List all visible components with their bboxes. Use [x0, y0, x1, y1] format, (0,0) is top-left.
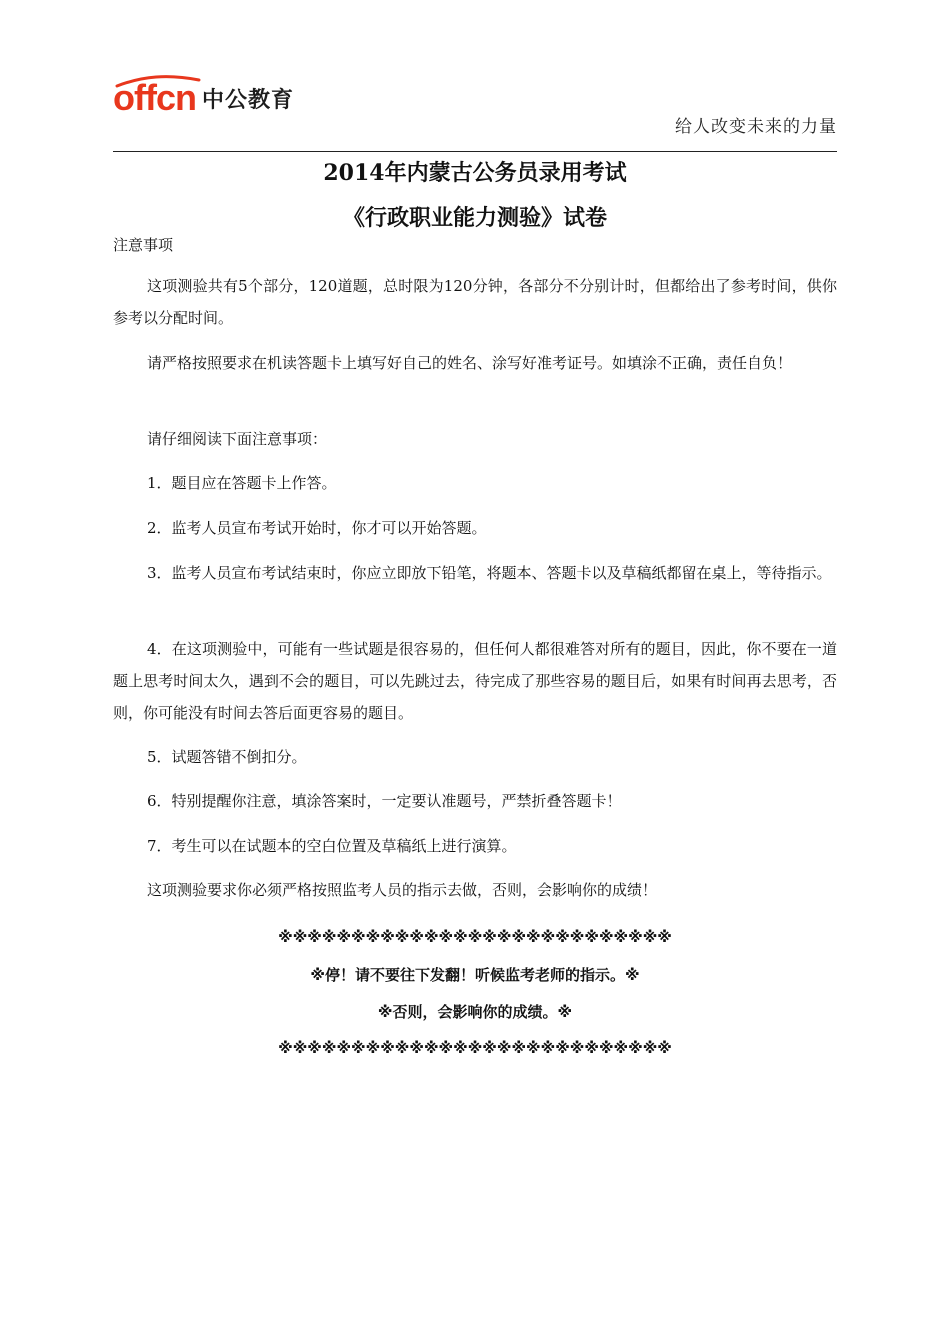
notice-item: 6．特别提醒你注意，填涂答案时，一定要认准题号，严禁折叠答题卡！: [147, 792, 622, 810]
notice-item: 5．试题答错不倒扣分。: [147, 748, 307, 766]
notice-item: 3．监考人员宣布考试结束时，你应立即放下铅笔，将题本、答题卡以及草稿纸都留在桌上，等待指示。: [147, 564, 832, 582]
header-divider: [113, 151, 837, 152]
offcn-logo: [113, 76, 294, 120]
slogan: 给人改变未来的力量: [675, 117, 837, 137]
notice-paragraph: 这项测验共有5个部分，120道题，总时限为120分钟，各部分不分别计时，但都给出了参考时间，供你参考以分配时间。: [113, 277, 837, 327]
warning-border-top: ※※※※※※※※※※※※※※※※※※※※※※※※※※※: [278, 928, 672, 946]
page-header: [113, 74, 837, 152]
notice-item: 2．监考人员宣布考试开始时，你才可以开始答题。: [147, 519, 487, 537]
notice-paragraph: 这项测验要求你必须严格按照监考人员的指示去做，否则，会影响你的成绩！: [147, 881, 658, 899]
notice-paragraph: 请仔细阅读下面注意事项：: [147, 430, 328, 448]
logo-chinese-name: 中公教育: [201, 87, 294, 113]
notice-item: 4．在这项测验中，可能有一些试题是很容易的，但任何人都很难答对所有的题目，因此，你不要在一道题上思考时间太久，遇到不会的题目，可以先跳过去，待完成了那些容易的题目后，如果有时间再去思考，否则，你可能没有时间去答后面更容易的题目。: [113, 640, 837, 722]
logo-swoosh-icon: [113, 70, 203, 90]
warning-line: ※停！请不要往下发翻！听候监考老师的指示。※: [310, 966, 640, 984]
logo-mark: [113, 77, 196, 118]
warning-border-bottom: ※※※※※※※※※※※※※※※※※※※※※※※※※※※: [278, 1039, 672, 1057]
exam-title: 2014年内蒙古公务员录用考试: [323, 160, 627, 186]
notice-item: 7．考生可以在试题本的空白位置及草稿纸上进行演算。: [147, 837, 517, 855]
notice-heading: 注意事项: [113, 236, 174, 254]
warning-line: ※否则，会影响你的成绩。※: [377, 1003, 573, 1021]
logo-text: offcn: [113, 77, 196, 118]
notice-paragraph: 请严格按照要求在机读答题卡上填写好自己的姓名、涂写好准考证号。如填涂不正确，责任自负！: [147, 354, 793, 372]
notice-item: 1．题目应在答题卡上作答。: [147, 474, 337, 492]
exam-subtitle: 《行政职业能力测验》试卷: [342, 205, 607, 231]
